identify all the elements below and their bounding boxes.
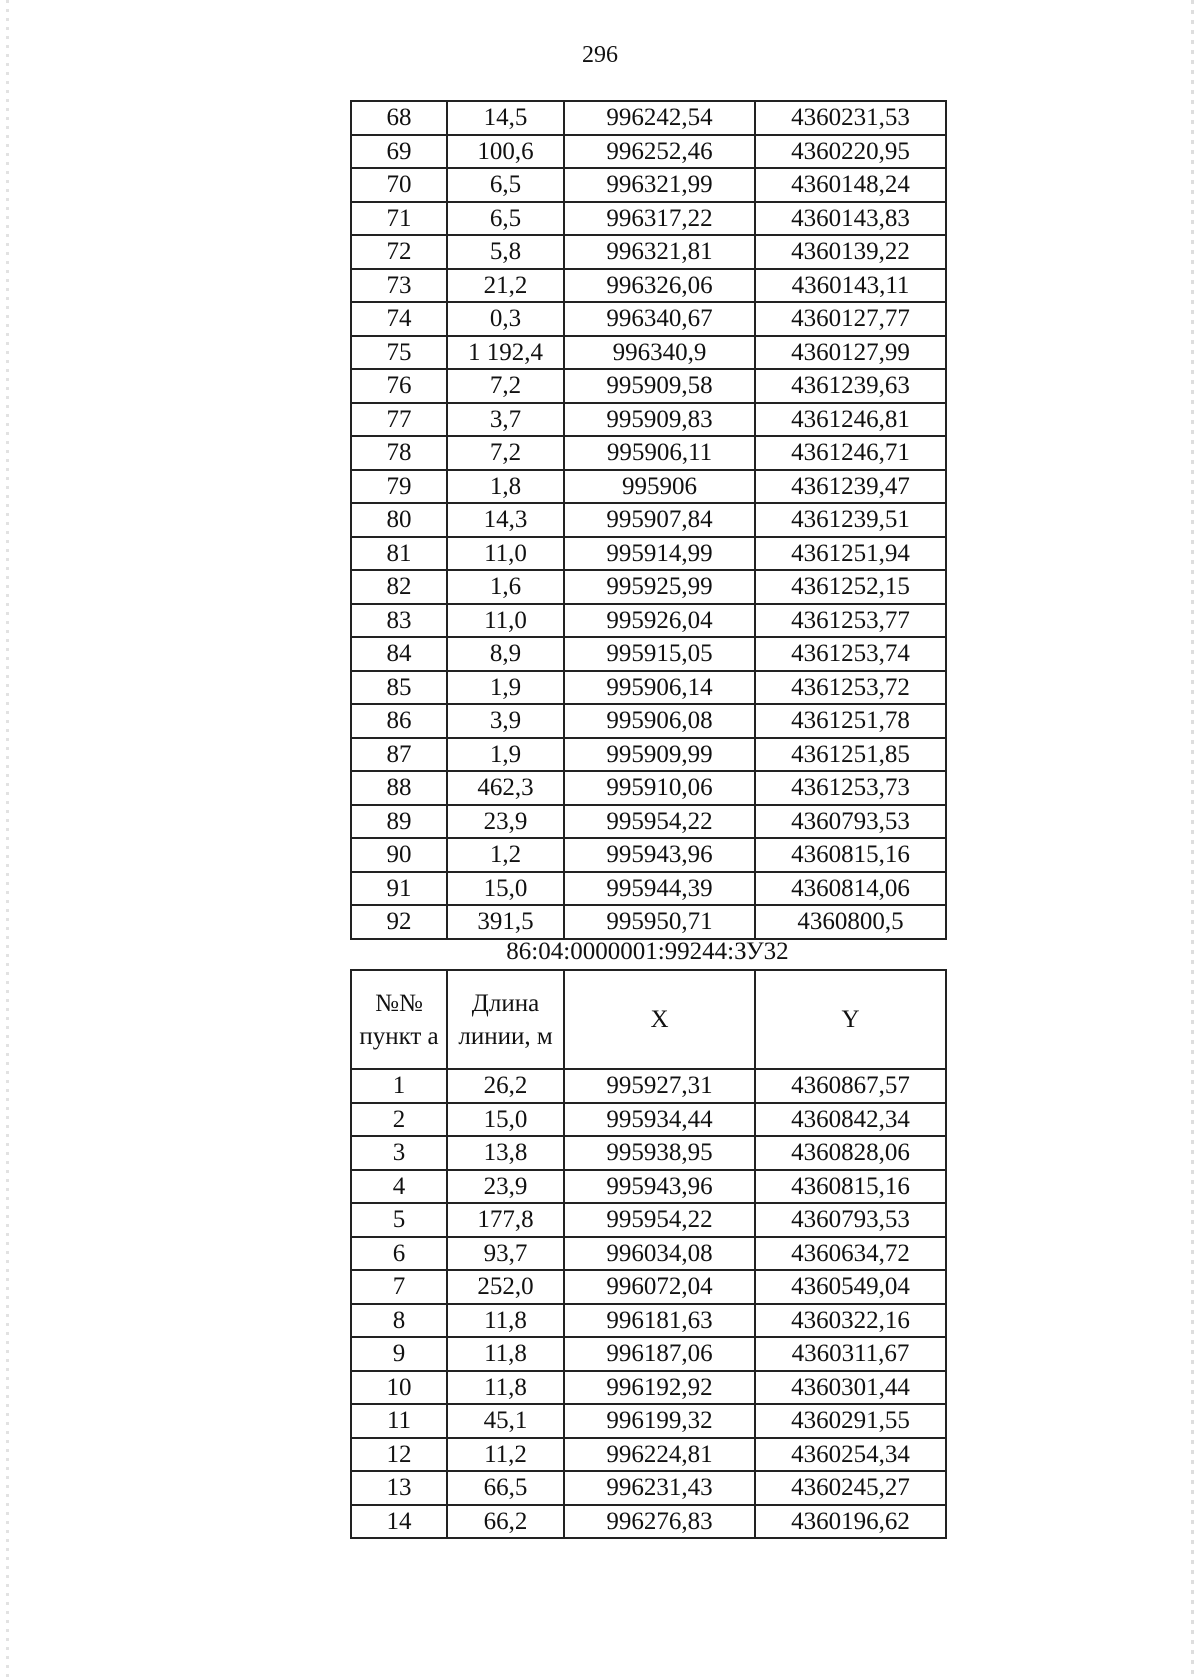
x-coordinate-cell: 995909,58 xyxy=(564,369,755,403)
point-number-cell: 5 xyxy=(351,1203,447,1237)
point-number-cell: 74 xyxy=(351,302,447,336)
x-coordinate-cell: 996321,99 xyxy=(564,168,755,202)
y-coordinate-cell: 4361253,74 xyxy=(755,637,946,671)
x-coordinate-cell: 995944,39 xyxy=(564,872,755,906)
point-number-cell: 2 xyxy=(351,1103,447,1137)
point-number-cell: 92 xyxy=(351,905,447,939)
line-length-cell: 8,9 xyxy=(447,637,564,671)
point-number-cell: 87 xyxy=(351,738,447,772)
table-row xyxy=(351,1237,946,1271)
y-coordinate-cell: 4360127,99 xyxy=(755,336,946,370)
line-length-cell: 7,2 xyxy=(447,436,564,470)
point-number-cell: 81 xyxy=(351,537,447,571)
x-coordinate-cell: 995906,14 xyxy=(564,671,755,705)
x-coordinate-cell: 995926,04 xyxy=(564,604,755,638)
line-length-cell: 1,2 xyxy=(447,838,564,872)
line-length-cell: 15,0 xyxy=(447,872,564,906)
table-row xyxy=(351,1404,946,1438)
point-number-cell: 80 xyxy=(351,503,447,537)
line-length-cell: 1 192,4 xyxy=(447,336,564,370)
line-length-cell: 11,8 xyxy=(447,1371,564,1405)
y-coordinate-cell: 4360793,53 xyxy=(755,1203,946,1237)
y-coordinate-cell: 4361251,78 xyxy=(755,704,946,738)
y-coordinate-cell: 4361253,72 xyxy=(755,671,946,705)
scan-edge-left xyxy=(6,0,9,1680)
y-coordinate-cell: 4360301,44 xyxy=(755,1371,946,1405)
table-row xyxy=(351,235,946,269)
y-coordinate-cell: 4360143,11 xyxy=(755,269,946,303)
y-coordinate-cell: 4360254,34 xyxy=(755,1438,946,1472)
header-line-length: Длина линии, м xyxy=(447,970,564,1069)
x-coordinate-cell: 996181,63 xyxy=(564,1304,755,1338)
point-number-cell: 10 xyxy=(351,1371,447,1405)
point-number-cell: 69 xyxy=(351,135,447,169)
table-row xyxy=(351,269,946,303)
section-title: 86:04:0000001:99244:ЗУ32 xyxy=(506,938,789,965)
table-row xyxy=(351,838,946,872)
line-length-cell: 21,2 xyxy=(447,269,564,303)
y-coordinate-cell: 4360814,06 xyxy=(755,872,946,906)
line-length-cell: 11,8 xyxy=(447,1304,564,1338)
table-row xyxy=(351,470,946,504)
y-coordinate-cell: 4361251,94 xyxy=(755,537,946,571)
table-row xyxy=(351,1371,946,1405)
table-row xyxy=(351,369,946,403)
point-number-cell: 77 xyxy=(351,403,447,437)
line-length-cell: 6,5 xyxy=(447,202,564,236)
table-row xyxy=(351,1505,946,1539)
x-coordinate-cell: 995954,22 xyxy=(564,1203,755,1237)
table-row xyxy=(351,805,946,839)
line-length-cell: 391,5 xyxy=(447,905,564,939)
table-row xyxy=(351,436,946,470)
point-number-cell: 78 xyxy=(351,436,447,470)
point-number-cell: 68 xyxy=(351,101,447,135)
y-coordinate-cell: 4361253,77 xyxy=(755,604,946,638)
point-number-cell: 83 xyxy=(351,604,447,638)
y-coordinate-cell: 4361239,63 xyxy=(755,369,946,403)
table-row xyxy=(351,168,946,202)
y-coordinate-cell: 4360231,53 xyxy=(755,101,946,135)
point-number-cell: 85 xyxy=(351,671,447,705)
line-length-cell: 252,0 xyxy=(447,1270,564,1304)
y-coordinate-cell: 4361253,73 xyxy=(755,771,946,805)
point-number-cell: 6 xyxy=(351,1237,447,1271)
point-number-cell: 11 xyxy=(351,1404,447,1438)
line-length-cell: 1,9 xyxy=(447,738,564,772)
x-coordinate-cell: 996252,46 xyxy=(564,135,755,169)
table-row xyxy=(351,403,946,437)
point-number-cell: 76 xyxy=(351,369,447,403)
header-x: X xyxy=(564,970,755,1069)
table-row xyxy=(351,872,946,906)
x-coordinate-cell: 995927,31 xyxy=(564,1069,755,1103)
line-length-cell: 26,2 xyxy=(447,1069,564,1103)
line-length-cell: 11,0 xyxy=(447,537,564,571)
line-length-cell: 45,1 xyxy=(447,1404,564,1438)
y-coordinate-cell: 4360793,53 xyxy=(755,805,946,839)
x-coordinate-cell: 995906,08 xyxy=(564,704,755,738)
x-coordinate-cell: 995909,83 xyxy=(564,403,755,437)
point-number-cell: 3 xyxy=(351,1136,447,1170)
x-coordinate-cell: 996340,67 xyxy=(564,302,755,336)
line-length-cell: 7,2 xyxy=(447,369,564,403)
page-number: 296 xyxy=(582,42,618,68)
x-coordinate-cell: 996072,04 xyxy=(564,1270,755,1304)
table-row xyxy=(351,671,946,705)
y-coordinate-cell: 4360867,57 xyxy=(755,1069,946,1103)
table-row xyxy=(351,101,946,135)
table-row xyxy=(351,537,946,571)
x-coordinate-cell: 996187,06 xyxy=(564,1337,755,1371)
x-coordinate-cell: 996340,9 xyxy=(564,336,755,370)
y-coordinate-cell: 4360815,16 xyxy=(755,1170,946,1204)
table-row xyxy=(351,1103,946,1137)
y-coordinate-cell: 4360143,83 xyxy=(755,202,946,236)
table-row xyxy=(351,302,946,336)
line-length-cell: 13,8 xyxy=(447,1136,564,1170)
x-coordinate-cell: 995906,11 xyxy=(564,436,755,470)
table-row xyxy=(351,202,946,236)
y-coordinate-cell: 4360127,77 xyxy=(755,302,946,336)
y-coordinate-cell: 4360549,04 xyxy=(755,1270,946,1304)
line-length-cell: 11,0 xyxy=(447,604,564,638)
line-length-cell: 93,7 xyxy=(447,1237,564,1271)
x-coordinate-cell: 996199,32 xyxy=(564,1404,755,1438)
point-number-cell: 75 xyxy=(351,336,447,370)
line-length-cell: 14,3 xyxy=(447,503,564,537)
point-number-cell: 89 xyxy=(351,805,447,839)
line-length-cell: 11,2 xyxy=(447,1438,564,1472)
point-number-cell: 70 xyxy=(351,168,447,202)
y-coordinate-cell: 4360148,24 xyxy=(755,168,946,202)
table-row xyxy=(351,1304,946,1338)
y-coordinate-cell: 4360634,72 xyxy=(755,1237,946,1271)
point-number-cell: 13 xyxy=(351,1471,447,1505)
y-coordinate-cell: 4361246,71 xyxy=(755,436,946,470)
line-length-cell: 1,9 xyxy=(447,671,564,705)
x-coordinate-cell: 996317,22 xyxy=(564,202,755,236)
x-coordinate-cell: 995906 xyxy=(564,470,755,504)
table-row xyxy=(351,1136,946,1170)
y-coordinate-cell: 4360828,06 xyxy=(755,1136,946,1170)
y-coordinate-cell: 4360139,22 xyxy=(755,235,946,269)
line-length-cell: 66,5 xyxy=(447,1471,564,1505)
y-coordinate-cell: 4360196,62 xyxy=(755,1505,946,1539)
point-number-cell: 79 xyxy=(351,470,447,504)
line-length-cell: 0,3 xyxy=(447,302,564,336)
line-length-cell: 1,8 xyxy=(447,470,564,504)
table-row xyxy=(351,503,946,537)
line-length-cell: 177,8 xyxy=(447,1203,564,1237)
table-row xyxy=(351,1270,946,1304)
x-coordinate-cell: 995938,95 xyxy=(564,1136,755,1170)
point-number-cell: 8 xyxy=(351,1304,447,1338)
point-number-cell: 7 xyxy=(351,1270,447,1304)
scan-edge-right xyxy=(1191,0,1194,1680)
table-row xyxy=(351,1337,946,1371)
table-row xyxy=(351,1069,946,1103)
point-number-cell: 82 xyxy=(351,570,447,604)
y-coordinate-cell: 4361251,85 xyxy=(755,738,946,772)
y-coordinate-cell: 4360291,55 xyxy=(755,1404,946,1438)
y-coordinate-cell: 4361239,47 xyxy=(755,470,946,504)
x-coordinate-cell: 995925,99 xyxy=(564,570,755,604)
x-coordinate-cell: 995907,84 xyxy=(564,503,755,537)
table-row xyxy=(351,1471,946,1505)
table-row xyxy=(351,135,946,169)
table-row xyxy=(351,771,946,805)
y-coordinate-cell: 4360322,16 xyxy=(755,1304,946,1338)
x-coordinate-cell: 996326,06 xyxy=(564,269,755,303)
point-number-cell: 9 xyxy=(351,1337,447,1371)
table-row xyxy=(351,1203,946,1237)
header-point-number: №№ пункт а xyxy=(351,970,447,1069)
table-row xyxy=(351,1170,946,1204)
line-length-cell: 100,6 xyxy=(447,135,564,169)
x-coordinate-cell: 995943,96 xyxy=(564,838,755,872)
point-number-cell: 84 xyxy=(351,637,447,671)
x-coordinate-cell: 995910,06 xyxy=(564,771,755,805)
y-coordinate-cell: 4361252,15 xyxy=(755,570,946,604)
line-length-cell: 15,0 xyxy=(447,1103,564,1137)
x-coordinate-cell: 995950,71 xyxy=(564,905,755,939)
x-coordinate-cell: 995909,99 xyxy=(564,738,755,772)
point-number-cell: 12 xyxy=(351,1438,447,1472)
header-y: Y xyxy=(755,970,946,1069)
line-length-cell: 3,9 xyxy=(447,704,564,738)
x-coordinate-cell: 995915,05 xyxy=(564,637,755,671)
line-length-cell: 462,3 xyxy=(447,771,564,805)
line-length-cell: 14,5 xyxy=(447,101,564,135)
point-number-cell: 90 xyxy=(351,838,447,872)
y-coordinate-cell: 4360220,95 xyxy=(755,135,946,169)
x-coordinate-cell: 996224,81 xyxy=(564,1438,755,1472)
table-row xyxy=(351,738,946,772)
line-length-cell: 11,8 xyxy=(447,1337,564,1371)
point-number-cell: 14 xyxy=(351,1505,447,1539)
point-number-cell: 91 xyxy=(351,872,447,906)
point-number-cell: 71 xyxy=(351,202,447,236)
x-coordinate-cell: 995914,99 xyxy=(564,537,755,571)
table-row xyxy=(351,905,946,939)
table-row xyxy=(351,604,946,638)
point-number-cell: 86 xyxy=(351,704,447,738)
x-coordinate-cell: 996192,92 xyxy=(564,1371,755,1405)
line-length-cell: 6,5 xyxy=(447,168,564,202)
line-length-cell: 23,9 xyxy=(447,805,564,839)
x-coordinate-cell: 995943,96 xyxy=(564,1170,755,1204)
x-coordinate-cell: 996034,08 xyxy=(564,1237,755,1271)
table-row xyxy=(351,570,946,604)
y-coordinate-cell: 4361239,51 xyxy=(755,503,946,537)
table-row xyxy=(351,1438,946,1472)
line-length-cell: 23,9 xyxy=(447,1170,564,1204)
x-coordinate-cell: 996276,83 xyxy=(564,1505,755,1539)
y-coordinate-cell: 4361246,81 xyxy=(755,403,946,437)
coordinates-table-zu32 xyxy=(350,969,947,1539)
x-coordinate-cell: 996231,43 xyxy=(564,1471,755,1505)
x-coordinate-cell: 995954,22 xyxy=(564,805,755,839)
x-coordinate-cell: 996321,81 xyxy=(564,235,755,269)
line-length-cell: 1,6 xyxy=(447,570,564,604)
coordinates-table-continued xyxy=(350,100,947,940)
x-coordinate-cell: 995934,44 xyxy=(564,1103,755,1137)
point-number-cell: 72 xyxy=(351,235,447,269)
line-length-cell: 3,7 xyxy=(447,403,564,437)
point-number-cell: 73 xyxy=(351,269,447,303)
y-coordinate-cell: 4360815,16 xyxy=(755,838,946,872)
table-row xyxy=(351,336,946,370)
y-coordinate-cell: 4360311,67 xyxy=(755,1337,946,1371)
line-length-cell: 5,8 xyxy=(447,235,564,269)
line-length-cell: 66,2 xyxy=(447,1505,564,1539)
point-number-cell: 88 xyxy=(351,771,447,805)
point-number-cell: 4 xyxy=(351,1170,447,1204)
x-coordinate-cell: 996242,54 xyxy=(564,101,755,135)
y-coordinate-cell: 4360245,27 xyxy=(755,1471,946,1505)
point-number-cell: 1 xyxy=(351,1069,447,1103)
table-row xyxy=(351,704,946,738)
table-row xyxy=(351,637,946,671)
y-coordinate-cell: 4360800,5 xyxy=(755,905,946,939)
table-header-row xyxy=(351,970,946,1069)
y-coordinate-cell: 4360842,34 xyxy=(755,1103,946,1137)
